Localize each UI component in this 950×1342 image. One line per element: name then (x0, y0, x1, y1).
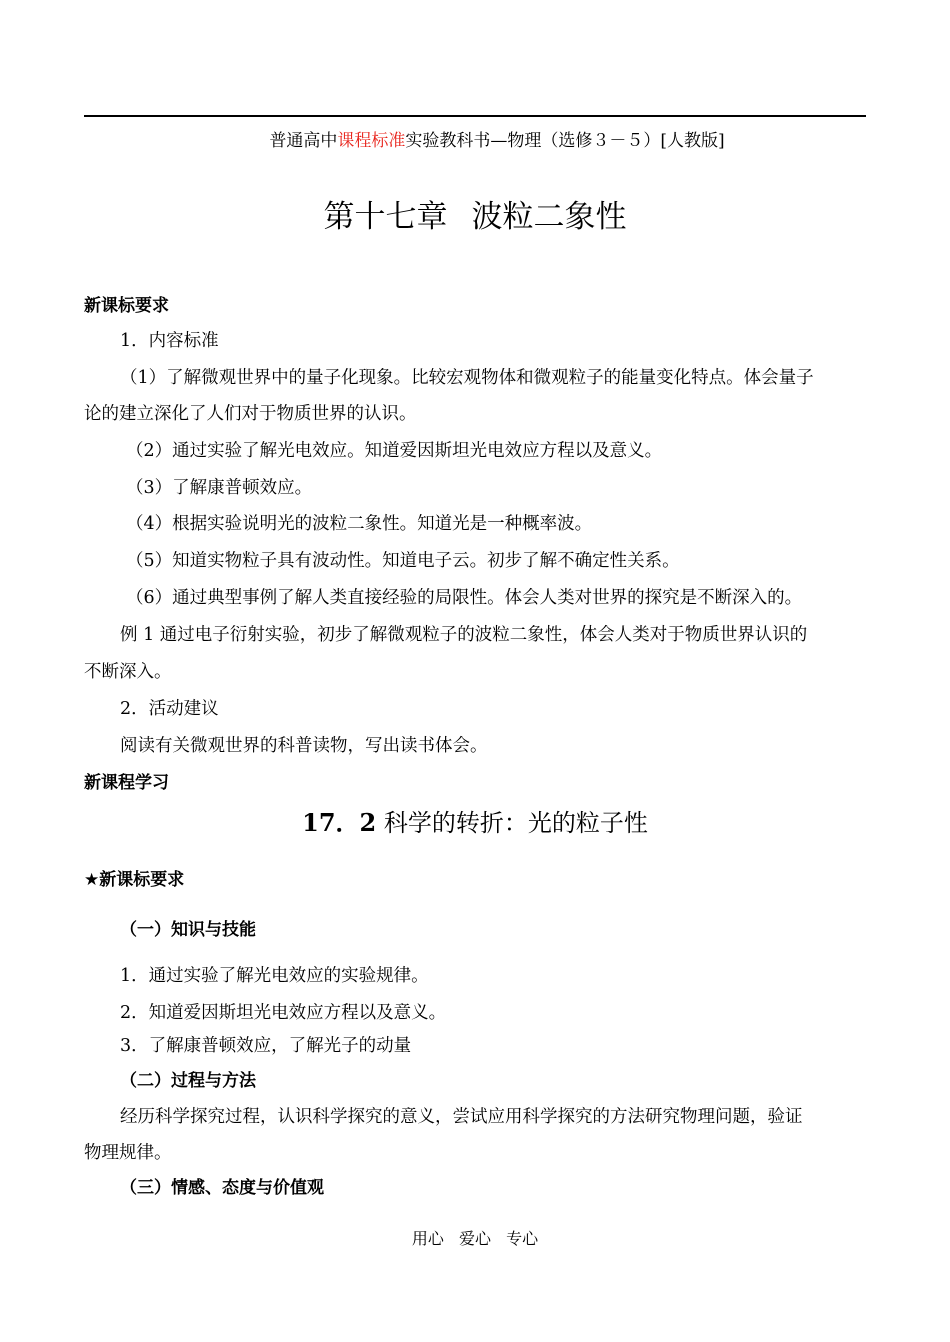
emotion-heading: （三）情感、态度与价值观 (120, 1178, 324, 1198)
section-number: 17．2 (302, 808, 377, 837)
header-rule (84, 115, 866, 117)
activity-text: 阅读有关微观世界的科普读物，写出读书体会。 (120, 736, 488, 756)
knowledge-heading: （一）知识与技能 (120, 920, 256, 940)
header-text-2: 实验教科书—物理（选修３－５）[人教版] (405, 131, 725, 151)
activity-label: 2．活动建议 (120, 699, 219, 719)
chapter-name: 波粒二象性 (471, 199, 627, 235)
content-standard-label: 1．内容标准 (120, 331, 219, 351)
standard-5: （5）知道实物粒子具有波动性。知道电子云。初步了解不确定性关系。 (126, 551, 680, 571)
standard-1-line-2: 论的建立深化了人们对于物质世界的认识。 (84, 404, 417, 424)
process-heading: （二）过程与方法 (120, 1071, 256, 1091)
section-title (0, 806, 950, 840)
knowledge-item-3: 3．了解康普顿效应，了解光子的动量 (120, 1036, 412, 1056)
header-highlight: 课程标准 (337, 131, 406, 151)
example-1-line-1: 例 1 通过电子衍射实验，初步了解微观粒子的波粒二象性，体会人类对于物质世界认识的 (120, 625, 808, 645)
requirements-heading: ★新课标要求 (84, 870, 185, 890)
chapter-title (0, 196, 950, 238)
page-footer: 用心 爱心 专心 (411, 1229, 539, 1248)
running-header (0, 130, 950, 152)
curriculum-heading: 新课标要求 (84, 296, 169, 316)
knowledge-item-1: 1．通过实验了解光电效应的实验规律。 (120, 966, 429, 986)
example-1-line-2: 不断深入。 (84, 662, 172, 682)
chapter-number: 第十七章 (323, 199, 448, 235)
header-text-1: 普通高中 (269, 131, 338, 151)
process-line-1: 经历科学探究过程，认识科学探究的意义，尝试应用科学探究的方法研究物理问题，验证 (120, 1107, 803, 1127)
standard-1-line-1: （1）了解微观世界中的量子化现象。比较宏观物体和微观粒子的能量变化特点。体会量子 (120, 368, 814, 388)
section-name: 科学的转折：光的粒子性 (383, 809, 648, 837)
standard-4: （4）根据实验说明光的波粒二象性。知道光是一种概率波。 (126, 514, 593, 534)
standard-6: （6）通过典型事例了解人类直接经验的局限性。体会人类对世界的探究是不断深入的。 (126, 588, 803, 608)
process-line-2: 物理规律。 (84, 1143, 172, 1163)
knowledge-item-2: 2．知道爱因斯坦光电效应方程以及意义。 (120, 1003, 447, 1023)
study-heading: 新课程学习 (84, 773, 169, 793)
standard-2: （2）通过实验了解光电效应。知道爱因斯坦光电效应方程以及意义。 (126, 441, 663, 461)
standard-3: （3）了解康普顿效应。 (126, 478, 313, 498)
